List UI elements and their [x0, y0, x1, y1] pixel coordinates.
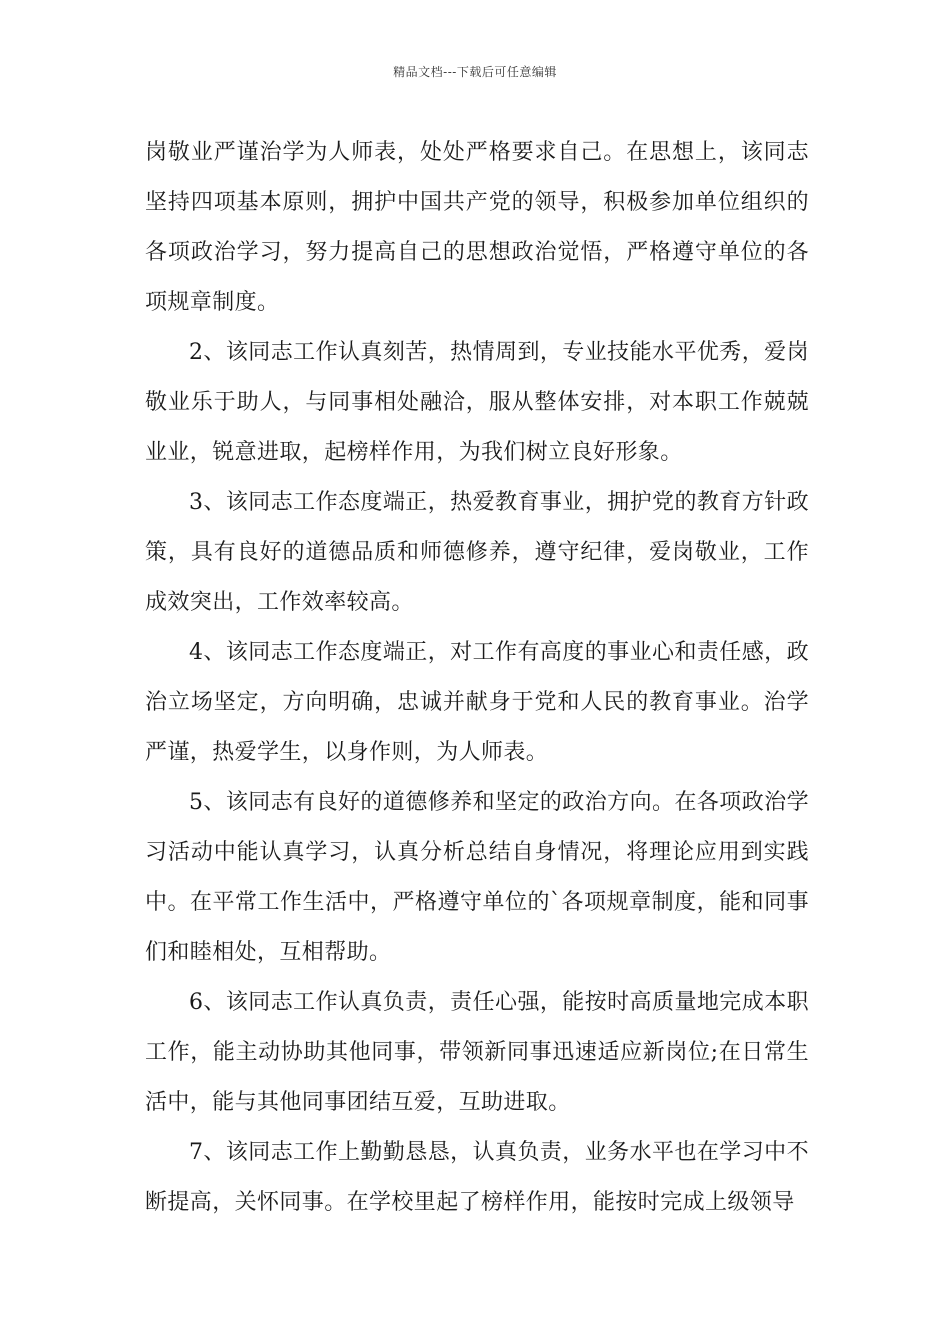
paragraph-item-2: 2、该同志工作认真刻苦，热情周到，专业技能水平优秀，爱岗敬业乐于助人，与同事相处融洽，服从整体安排，对本职工作兢兢业业，锐意进取，起榜样作用，为我们树立良好形象。 [145, 340, 809, 465]
paragraph-item-6: 6、该同志工作认真负责，责任心强，能按时高质量地完成本职工作，能主动协助其他同事，带领新同事迅速适应新岗位;在日常生活中，能与其他同事团结互爱，互助进取。 [145, 990, 809, 1115]
page-header: 精品文档---下载后可任意编辑 [393, 65, 557, 79]
document-body [145, 128, 809, 1228]
paragraph-continuation: 岗敬业严谨治学为人师表，处处严格要求自己。在思想上，该同志坚持四项基本原则，拥护中国共产党的领导，积极参加单位组织的各项政治学习，努力提高自己的思想政治觉悟，严格遵守单位的各项规章制度。 [145, 140, 809, 315]
paragraph-item-4: 4、该同志工作态度端正，对工作有高度的事业心和责任感，政治立场坚定，方向明确，忠诚并献身于党和人民的教育事业。治学严谨，热爱学生，以身作则，为人师表。 [145, 640, 809, 765]
paragraph-item-5: 5、该同志有良好的道德修养和坚定的政治方向。在各项政治学习活动中能认真学习，认真分析总结自身情况，将理论应用到实践中。在平常工作生活中，严格遵守单位的`各项规章制度，能和同事们和睦相处，互相帮助。 [145, 790, 809, 965]
paragraph-item-3: 3、该同志工作态度端正，热爱教育事业，拥护党的教育方针政策，具有良好的道德品质和师德修养，遵守纪律，爱岗敬业，工作成效突出，工作效率较高。 [145, 490, 809, 615]
paragraph-item-7: 7、该同志工作上勤勤恳恳，认真负责，业务水平也在学习中不断提高，关怀同事。在学校里起了榜样作用，能按时完成上级领导 [145, 1140, 809, 1215]
